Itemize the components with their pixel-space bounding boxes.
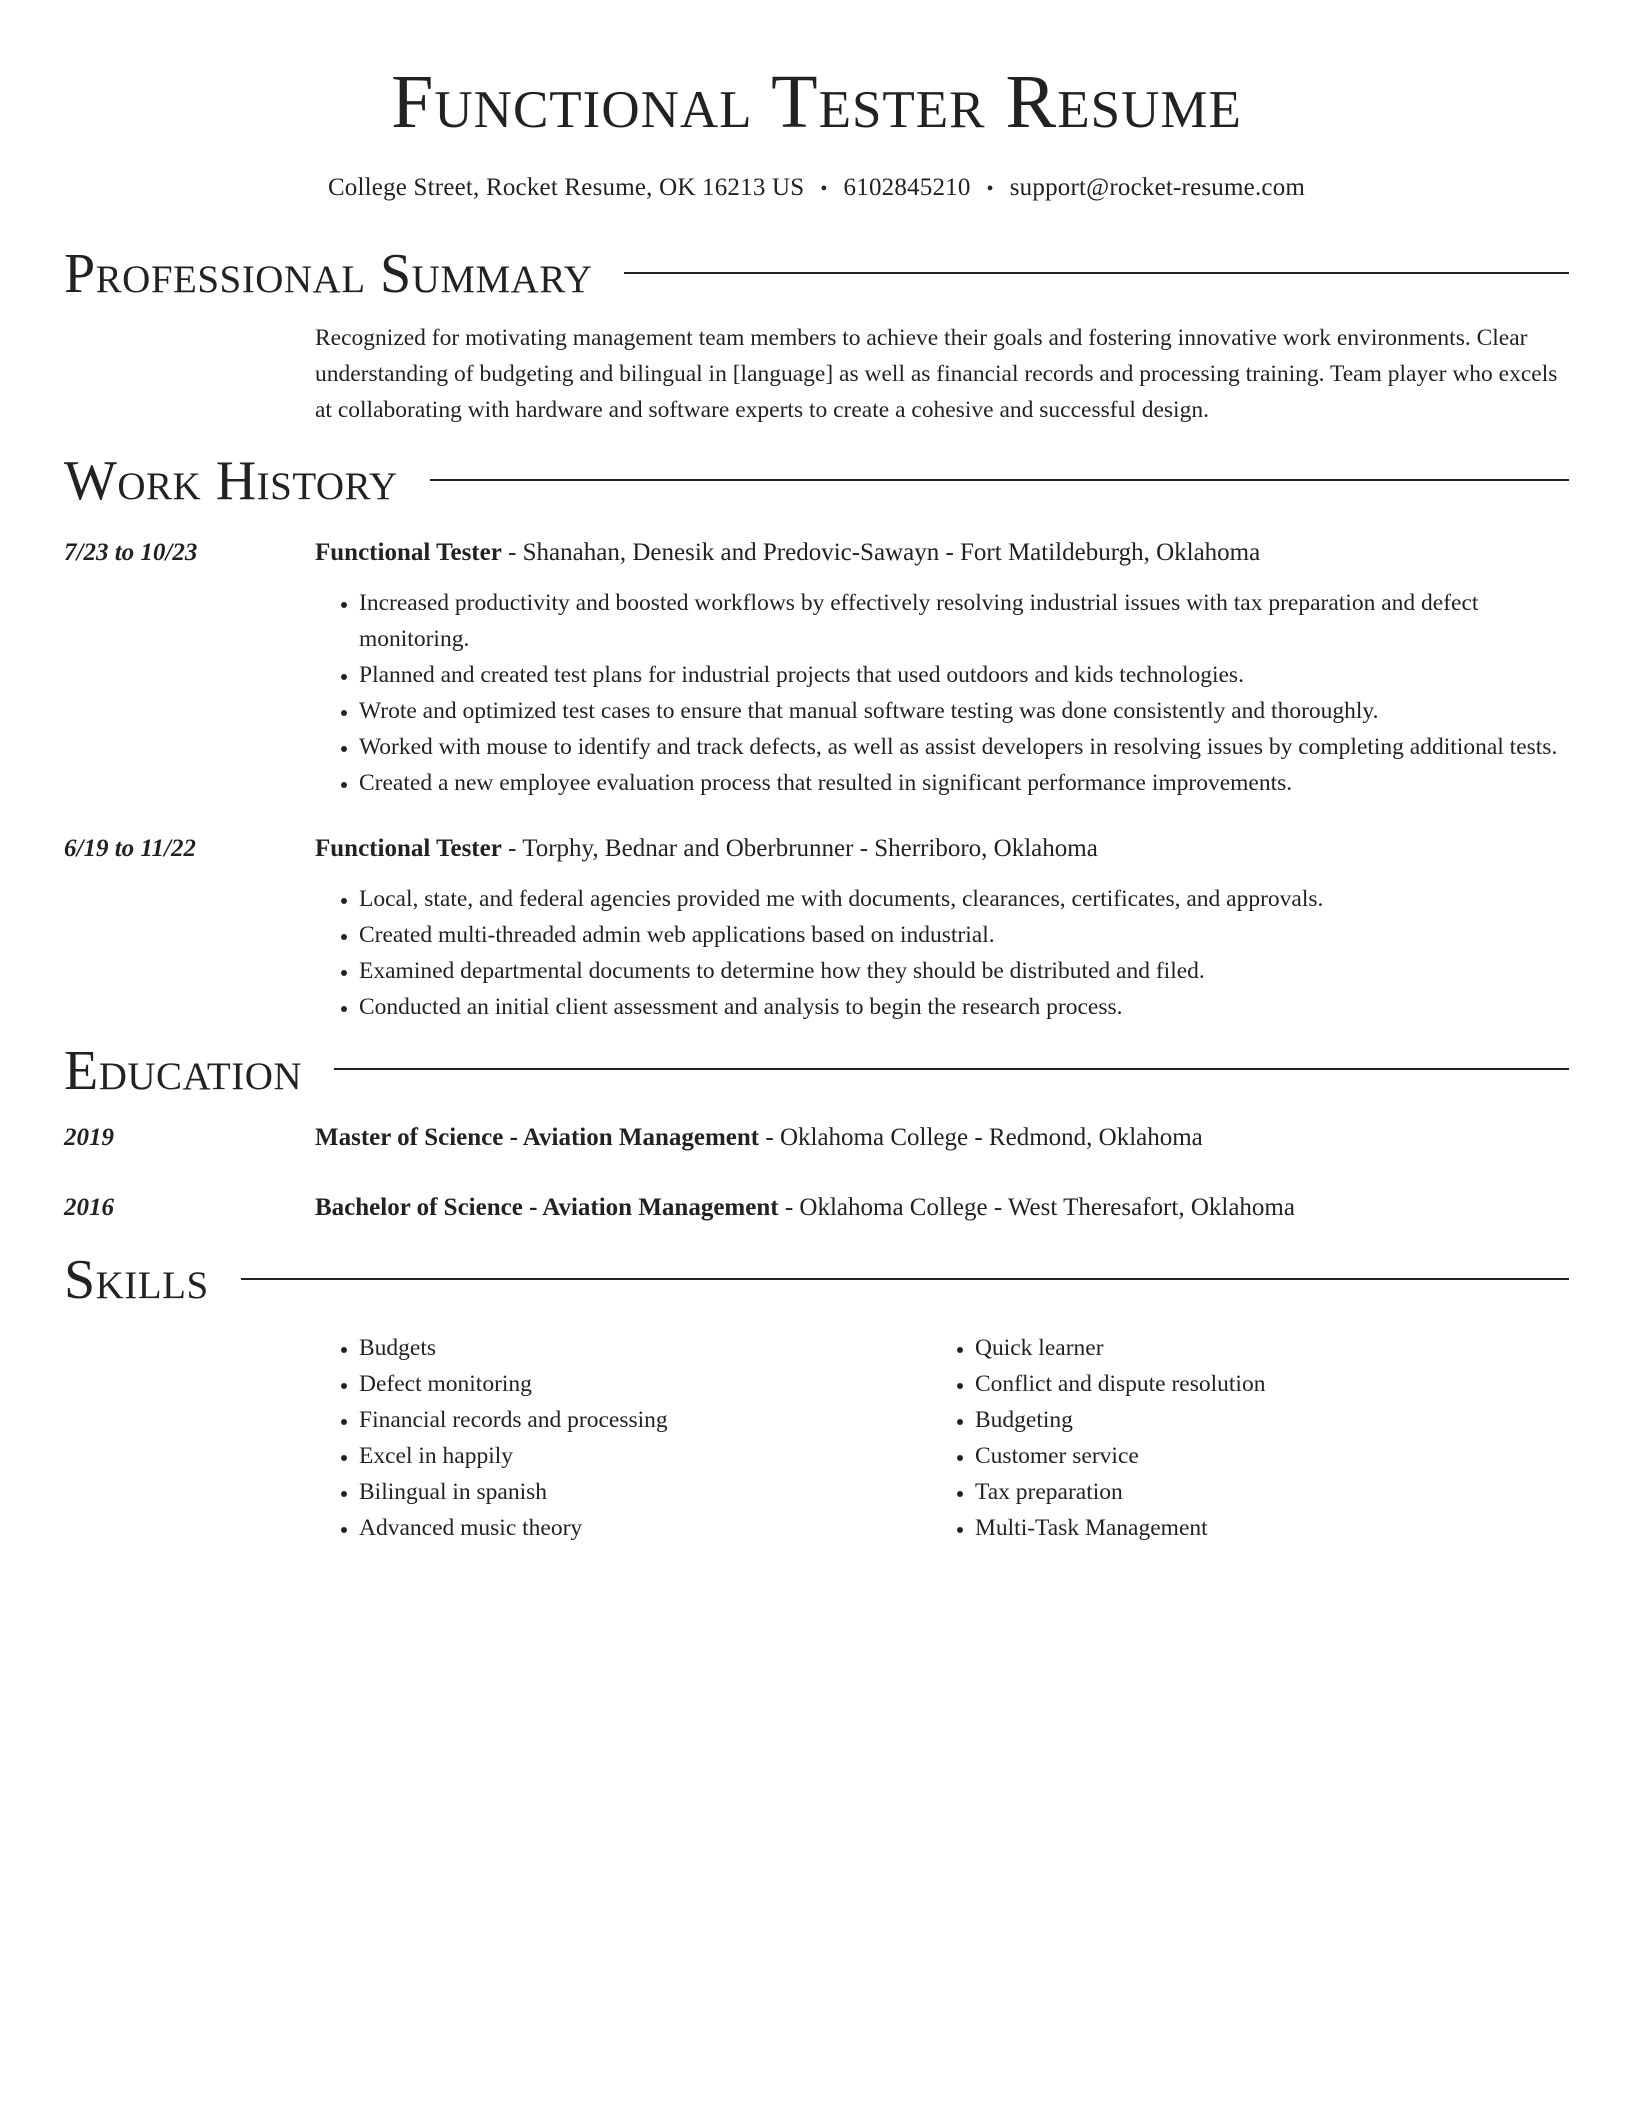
job-bullet: • Conducted an initial client assessment and analysis to begin the research process. (359, 989, 1569, 1025)
skill-item: • Conflict and dispute resolution (975, 1366, 1547, 1402)
education-details: - Oklahoma College - Redmond, Oklahoma (759, 1124, 1203, 1152)
section-divider (624, 272, 1569, 274)
skill-item: • Customer service (975, 1438, 1547, 1474)
education-degree: Master of Science - Aviation Management (315, 1124, 760, 1152)
job-bullet: • Local, state, and federal agencies provided me with documents, clearances, certificates, and approvals. (359, 881, 1569, 917)
skill-item: • Advanced music theory (359, 1510, 931, 1546)
education-year: 2019 (64, 1124, 114, 1152)
job-dates: 7/23 to 10/23 (64, 538, 198, 566)
education-details: - Oklahoma College - West Theresafort, Oklahoma (778, 1194, 1295, 1222)
skill-item: • Multi-Task Management (975, 1510, 1547, 1546)
summary-text: Recognized for motivating management team members to achieve their goals and fostering innovative work environments. Clear understanding of budgeting and bilingual in [language] as well as financial records and processing training. Team player who excels at collaborating with hardware and software experts to create a cohesive and successful design. (315, 324, 1558, 423)
skill-item: • Budgeting (975, 1402, 1547, 1438)
job-body (315, 535, 1569, 801)
section-divider (241, 1278, 1569, 1280)
job-entry (64, 535, 1569, 801)
education-degree: Bachelor of Science - Aviation Management (315, 1194, 779, 1222)
job-bullet: • Created multi-threaded admin web applications based on industrial. (359, 917, 1569, 953)
contact-separator: • (820, 178, 828, 200)
education-line (315, 1120, 1203, 1156)
job-entry (64, 831, 1569, 1025)
section-divider (334, 1068, 1569, 1070)
job-header (315, 535, 1569, 571)
job-title: Functional Tester (315, 834, 502, 862)
skill-item: • Financial records and processing (359, 1402, 931, 1438)
contact-line (64, 174, 1569, 202)
skill-item: • Tax preparation (975, 1474, 1547, 1510)
job-bullet: • Created a new employee evaluation process that resulted in significant performance improvements. (359, 765, 1569, 801)
job-bullet: • Worked with mouse to identify and track defects, as well as assist developers in resolving issues by completing additional tests. (359, 729, 1569, 765)
job-details: - Torphy, Bednar and Oberbrunner - Sherriboro, Oklahoma (501, 834, 1098, 862)
contact-address: College Street, Rocket Resume, OK 16213 US (327, 174, 805, 201)
skills-column-left (315, 1330, 931, 1546)
skills-section-header (64, 1250, 1569, 1312)
job-body (315, 831, 1569, 1025)
job-bullets (315, 881, 1569, 1025)
job-details: - Shanahan, Denesik and Predovic-Sawayn - Fort Matildeburgh, Oklahoma (501, 538, 1261, 566)
job-bullet: • Wrote and optimized test cases to ensure that manual software testing was done consistently and thoroughly. (359, 693, 1569, 729)
education-section-header (64, 1041, 1569, 1103)
summary-section-header (64, 244, 1569, 306)
job-bullet: • Increased productivity and boosted workflows by effectively resolving industrial issues with tax preparation and defect monitoring. (359, 585, 1569, 657)
contact-email: support@rocket-resume.com (1009, 174, 1306, 201)
education-year: 2016 (64, 1194, 114, 1222)
contact-separator: • (986, 178, 994, 200)
education-heading: Education (64, 1039, 303, 1102)
education-entry (64, 1190, 1569, 1226)
work-heading: Work History (64, 450, 398, 513)
skills-column-right (931, 1330, 1547, 1546)
job-bullet: • Examined departmental documents to determine how they should be distributed and filed. (359, 953, 1569, 989)
section-divider (430, 479, 1569, 481)
job-bullets (315, 585, 1569, 801)
summary-heading: Professional Summary (64, 243, 593, 305)
education-entry (64, 1120, 1569, 1156)
contact-phone: 6102845210 (843, 174, 971, 201)
job-bullet: • Planned and created test plans for industrial projects that used outdoors and kids technologies. (359, 657, 1569, 693)
skill-item: • Quick learner (975, 1330, 1547, 1366)
resume-title: Functional Tester Resume (391, 60, 1242, 144)
job-dates: 6/19 to 11/22 (64, 834, 196, 862)
skill-item: • Excel in happily (359, 1438, 931, 1474)
work-section-header (64, 451, 1569, 513)
skill-item: • Budgets (359, 1330, 931, 1366)
skills-list (315, 1330, 1569, 1546)
skill-item: • Defect monitoring (359, 1366, 931, 1402)
job-header (315, 831, 1569, 867)
skills-heading: Skills (64, 1249, 209, 1312)
education-line (315, 1190, 1295, 1226)
job-title: Functional Tester (315, 538, 502, 566)
skill-item: • Bilingual in spanish (359, 1474, 931, 1510)
